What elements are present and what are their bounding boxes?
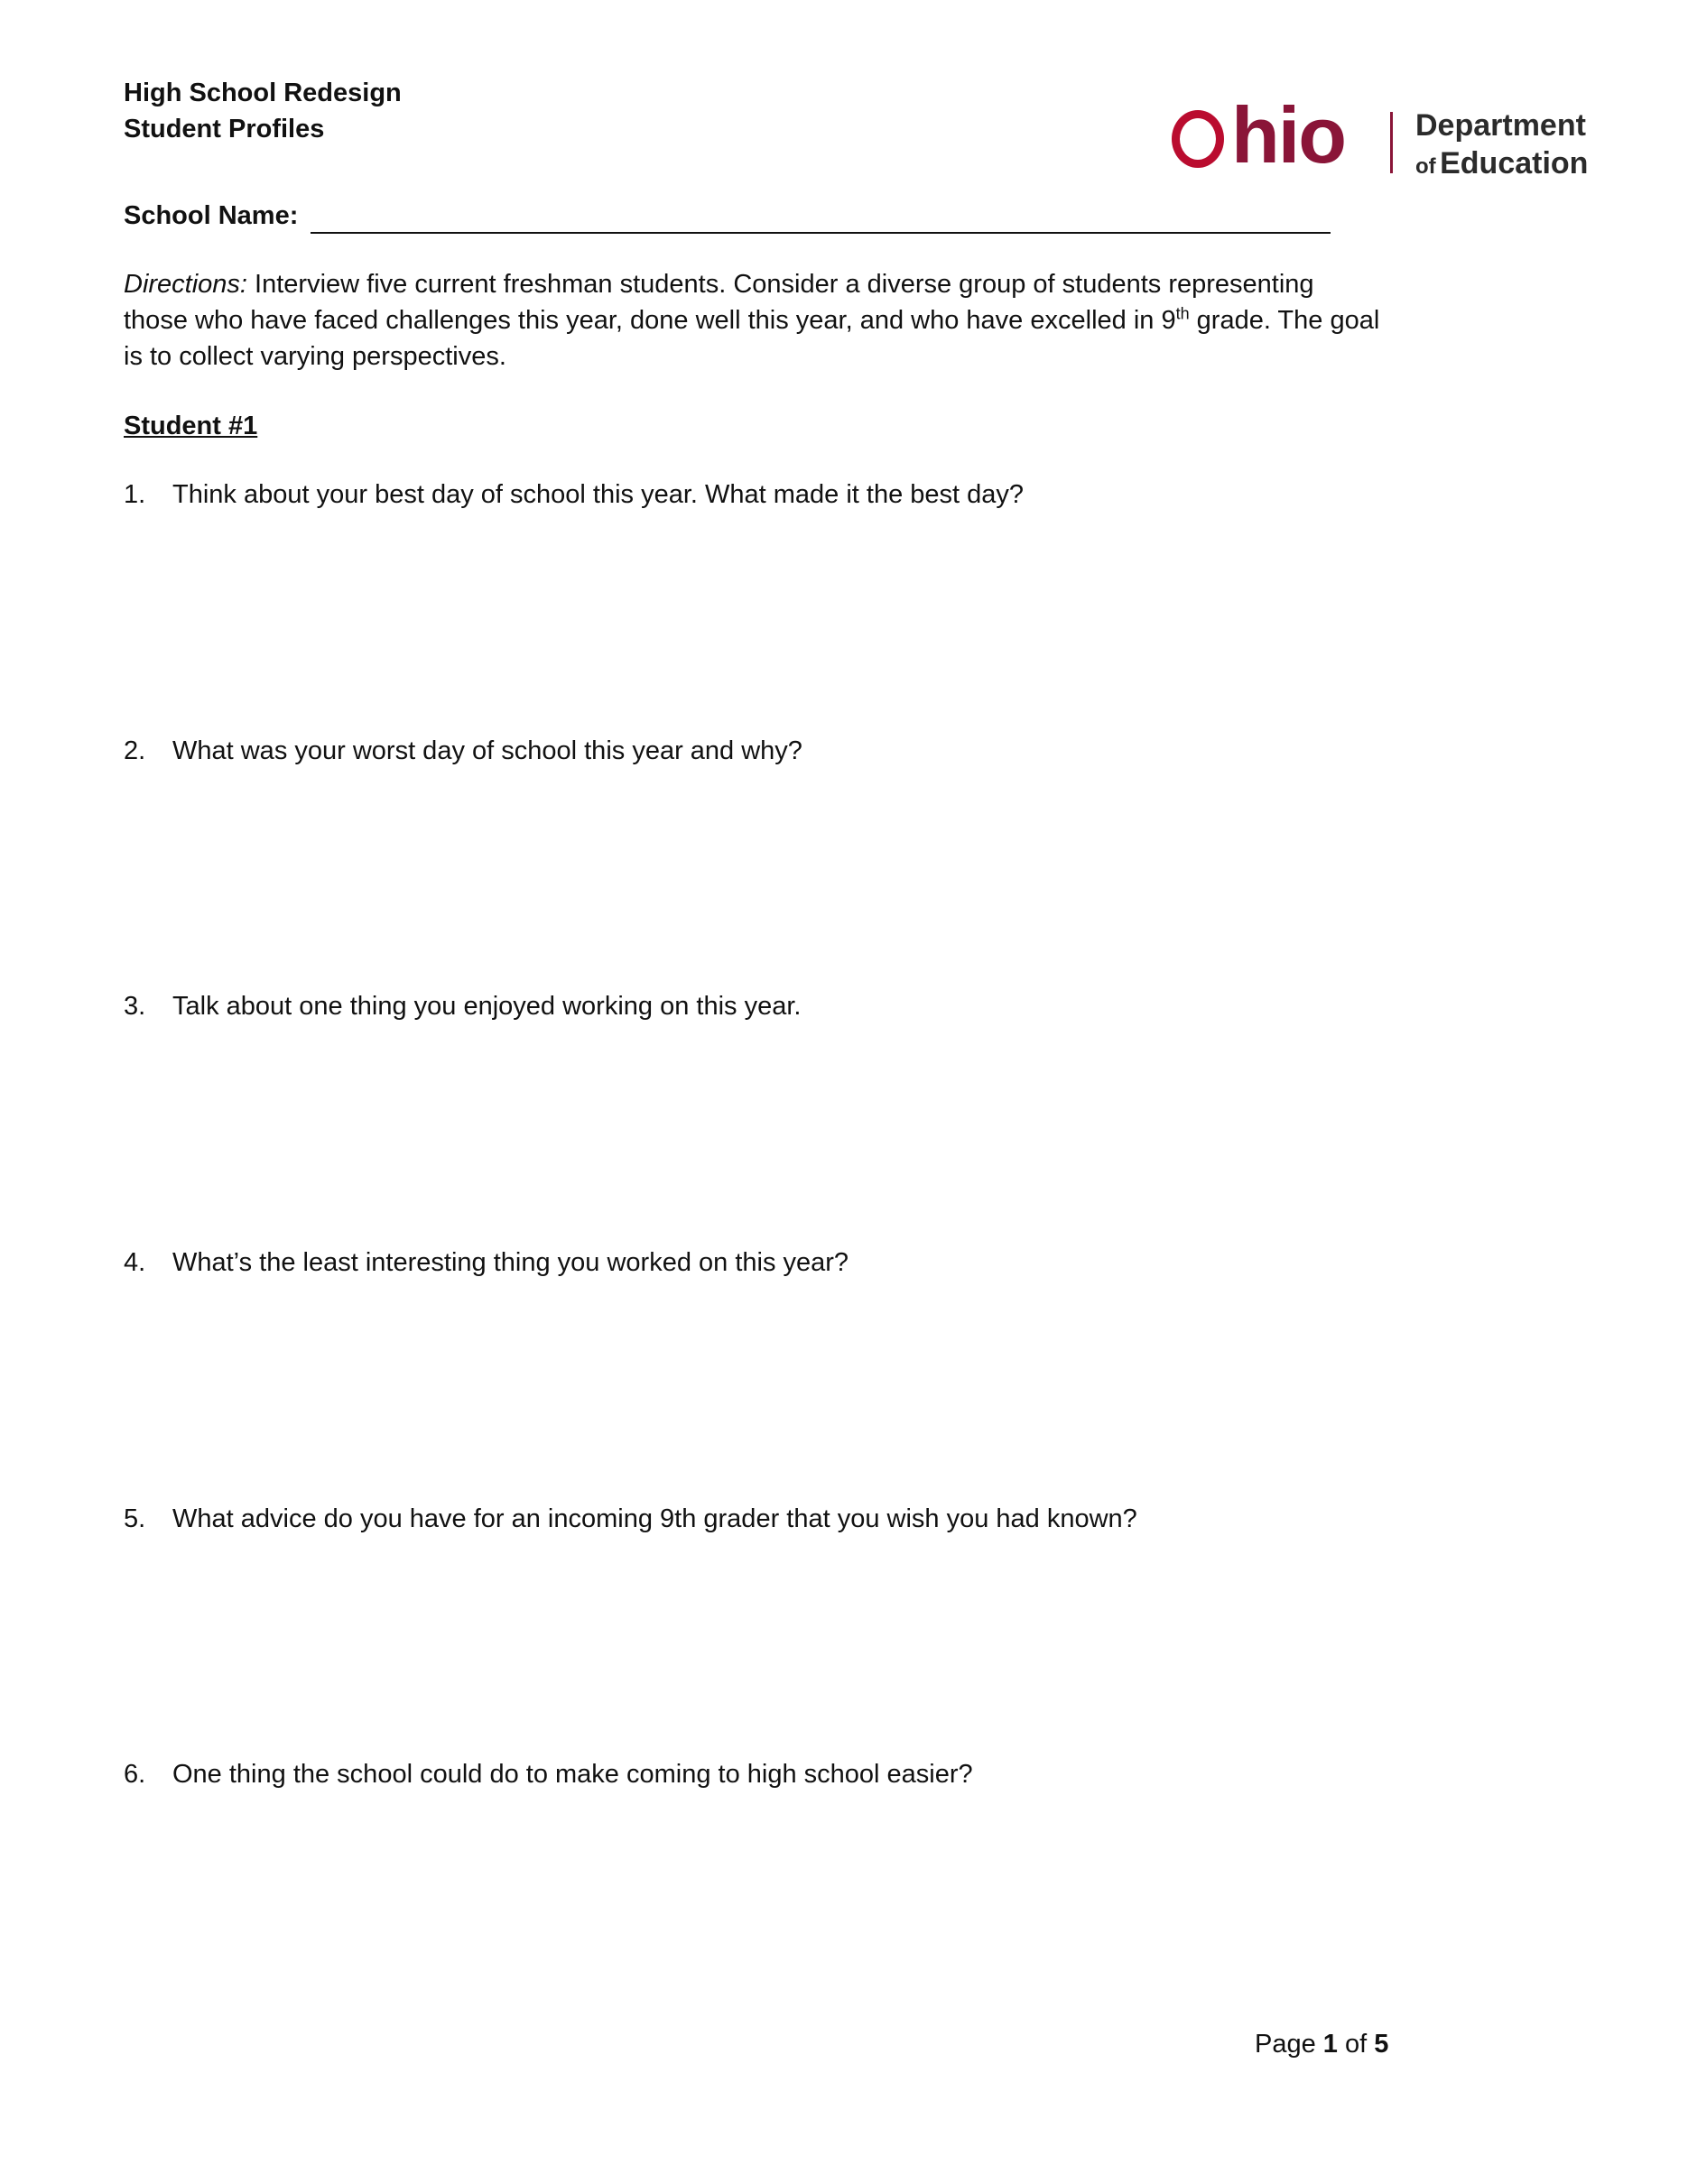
- directions-text-4: is to collect varying perspectives.: [124, 342, 506, 371]
- question-number: 5.: [124, 1504, 146, 1533]
- page-footer: [1255, 2026, 1388, 2062]
- question-text: One thing the school could do to make coming to high school easier?: [172, 1760, 973, 1789]
- directions-text-3: grade. The goal: [1189, 306, 1380, 335]
- question-text: What was your worst day of school this year and why?: [172, 736, 802, 765]
- directions-text-1: Interview five current freshman students. Consider a diverse group of students representing: [247, 270, 1314, 299]
- question-number: 6.: [124, 1760, 146, 1789]
- school-name-blank-line: [311, 205, 1331, 234]
- directions-paragraph: [124, 266, 1460, 375]
- page-total: 5: [1374, 2030, 1389, 2059]
- logo-education-line: [1415, 144, 1588, 182]
- ohio-o-ring-icon: [1172, 110, 1224, 168]
- question-text: What’s the least interesting thing you worked on this year?: [172, 1248, 849, 1277]
- question-number: 1.: [124, 480, 146, 509]
- question-text: What advice do you have for an incoming 9th grader that you wish you had known?: [172, 1504, 1137, 1533]
- ohio-department-of-education-logo: [1172, 90, 1605, 188]
- title-line-2: Student Profiles: [124, 115, 325, 143]
- question-item: [124, 477, 1024, 513]
- question-item: [124, 1501, 1137, 1537]
- logo-divider: [1390, 112, 1393, 173]
- question-item: [124, 733, 802, 769]
- logo-ohio-text: hio: [1231, 90, 1345, 180]
- question-item: [124, 988, 801, 1024]
- logo-department-text: Department: [1415, 108, 1586, 143]
- school-name-field: [124, 198, 1331, 234]
- question-number: 4.: [124, 1248, 146, 1277]
- logo-of-text: of: [1415, 154, 1436, 179]
- question-number: 2.: [124, 736, 146, 765]
- of-label: of: [1337, 2030, 1375, 2059]
- directions-superscript: th: [1175, 304, 1190, 323]
- question-text: Think about your best day of school this year. What made it the best day?: [172, 480, 1025, 509]
- title-line-1: High School Redesign: [124, 79, 402, 107]
- page-current: 1: [1322, 2030, 1338, 2059]
- student-heading: Student #1: [124, 412, 258, 440]
- question-item: [124, 1245, 849, 1281]
- page-label: Page: [1255, 2030, 1323, 2059]
- document-title: [124, 75, 402, 147]
- school-name-label: School Name:: [124, 201, 299, 230]
- question-number: 3.: [124, 992, 146, 1021]
- logo-education-text: Education: [1440, 146, 1589, 180]
- question-item: [124, 1756, 973, 1792]
- question-text: Talk about one thing you enjoyed working on this year.: [172, 992, 802, 1021]
- directions-label: Directions:: [124, 270, 247, 299]
- directions-text-2: those who have faced challenges this year, done well this year, and who have excelled in 9: [124, 306, 1176, 335]
